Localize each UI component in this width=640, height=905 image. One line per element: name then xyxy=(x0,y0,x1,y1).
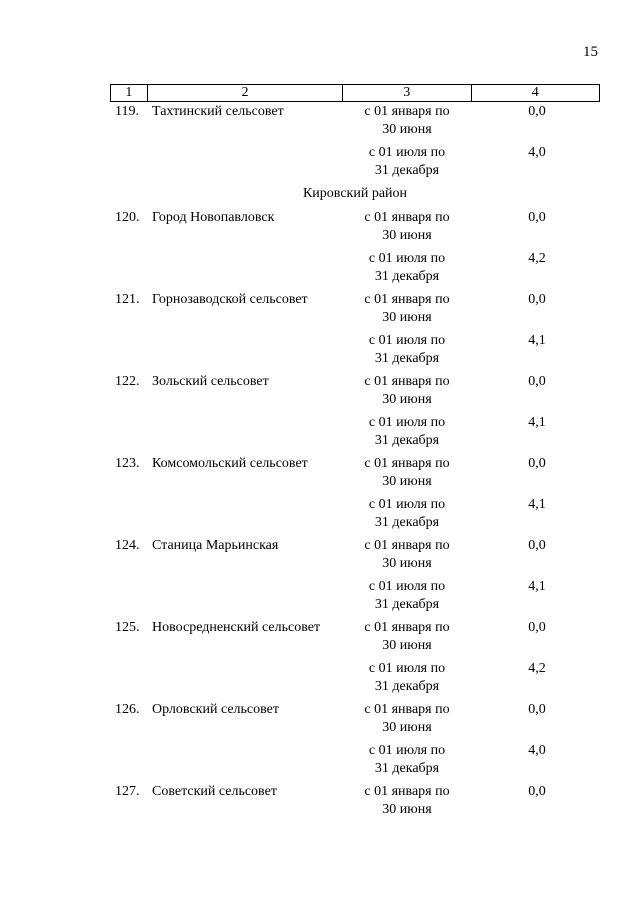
period-cell xyxy=(342,537,472,573)
settlement-name: Горнозаводской сельсовет xyxy=(152,292,308,307)
period-cell xyxy=(342,660,472,696)
settlement-name: Комсомольский сельсовет xyxy=(152,456,308,471)
row-number: 121. xyxy=(115,292,140,307)
row-number: 120. xyxy=(115,210,140,225)
value-cell: 4,0 xyxy=(528,145,546,160)
period-line-1: с 01 января по xyxy=(364,784,450,799)
table-row xyxy=(0,537,640,578)
settlement-name: Тахтинский сельсовет xyxy=(152,104,284,119)
table-row xyxy=(0,660,640,701)
table-row xyxy=(0,742,640,783)
value-cell: 4,1 xyxy=(528,333,546,348)
period-line-2: 31 декабря xyxy=(374,163,440,178)
period-cell xyxy=(342,701,472,737)
value-cell: 0,0 xyxy=(528,538,546,553)
period-line-1: с 01 июля по xyxy=(368,333,446,348)
period-cell xyxy=(342,291,472,327)
period-line-2: 31 декабря xyxy=(374,679,440,694)
value-cell: 4,2 xyxy=(528,251,546,266)
period-cell xyxy=(342,332,472,368)
period-cell xyxy=(342,783,472,819)
table-row xyxy=(0,783,640,824)
value-cell: 0,0 xyxy=(528,292,546,307)
period-line-1: с 01 июля по xyxy=(368,415,446,430)
value-cell: 4,1 xyxy=(528,497,546,512)
period-line-2: 30 июня xyxy=(382,122,432,137)
period-cell xyxy=(342,742,472,778)
period-cell xyxy=(342,144,472,180)
period-cell xyxy=(342,496,472,532)
value-cell: 0,0 xyxy=(528,374,546,389)
period-cell xyxy=(342,578,472,614)
value-cell: 0,0 xyxy=(528,210,546,225)
district-heading: Кировский район xyxy=(302,186,408,201)
period-line-1: с 01 января по xyxy=(364,702,450,717)
period-line-2: 31 декабря xyxy=(374,597,440,612)
settlement-name: Новосредненский сельсовет xyxy=(152,620,321,635)
row-number: 122. xyxy=(115,374,140,389)
period-line-2: 30 июня xyxy=(382,228,432,243)
row-number: 126. xyxy=(115,702,140,717)
settlement-name: Город Новопавловск xyxy=(152,210,275,225)
value-cell: 4,2 xyxy=(528,661,546,676)
settlement-name: Станица Марьинская xyxy=(152,538,279,553)
table-header xyxy=(110,84,600,102)
period-line-2: 30 июня xyxy=(382,474,432,489)
period-line-2: 30 июня xyxy=(382,556,432,571)
table-row xyxy=(0,619,640,660)
period-line-2: 31 декабря xyxy=(374,351,440,366)
period-line-2: 31 декабря xyxy=(374,269,440,284)
period-line-2: 30 июня xyxy=(382,802,432,817)
value-cell: 0,0 xyxy=(528,456,546,471)
period-line-2: 31 декабря xyxy=(374,761,440,776)
table-row xyxy=(0,291,640,332)
header-cell-2: 2 xyxy=(148,85,343,101)
period-cell xyxy=(342,373,472,409)
period-line-1: с 01 июля по xyxy=(368,579,446,594)
value-cell: 4,1 xyxy=(528,415,546,430)
period-cell xyxy=(342,455,472,491)
row-number: 127. xyxy=(115,784,140,799)
period-line-2: 30 июня xyxy=(382,638,432,653)
period-cell xyxy=(342,209,472,245)
period-cell xyxy=(342,414,472,450)
value-cell: 0,0 xyxy=(528,620,546,635)
value-cell: 4,0 xyxy=(528,743,546,758)
settlement-name: Советский сельсовет xyxy=(152,784,277,799)
period-line-1: с 01 июля по xyxy=(368,251,446,266)
period-line-2: 30 июня xyxy=(382,392,432,407)
period-line-1: с 01 июля по xyxy=(368,743,446,758)
period-line-1: с 01 января по xyxy=(364,538,450,553)
value-cell: 0,0 xyxy=(528,784,546,799)
row-number: 123. xyxy=(115,456,140,471)
period-line-2: 31 декабря xyxy=(374,433,440,448)
table-body xyxy=(0,103,640,824)
table-row xyxy=(0,496,640,537)
row-number: 119. xyxy=(115,104,139,119)
header-cell-1: 1 xyxy=(111,85,148,101)
period-line-1: с 01 января по xyxy=(364,374,450,389)
value-cell: 0,0 xyxy=(528,104,546,119)
page-number: 15 xyxy=(583,44,598,60)
table-row xyxy=(0,332,640,373)
value-cell: 0,0 xyxy=(528,702,546,717)
row-number: 124. xyxy=(115,538,140,553)
value-cell: 4,1 xyxy=(528,579,546,594)
table-row xyxy=(0,250,640,291)
period-line-1: с 01 июля по xyxy=(368,497,446,512)
period-cell xyxy=(342,619,472,655)
table-row xyxy=(0,144,640,185)
period-cell xyxy=(342,103,472,139)
table-row xyxy=(0,455,640,496)
table-row xyxy=(0,373,640,414)
table-row xyxy=(0,414,640,455)
settlement-name: Орловский сельсовет xyxy=(152,702,279,717)
period-line-2: 30 июня xyxy=(382,720,432,735)
period-line-1: с 01 января по xyxy=(364,210,450,225)
table-row xyxy=(0,209,640,250)
table-row xyxy=(0,103,640,144)
period-line-1: с 01 января по xyxy=(364,620,450,635)
period-line-1: с 01 января по xyxy=(364,292,450,307)
period-line-2: 31 декабря xyxy=(374,515,440,530)
header-cell-3: 3 xyxy=(343,85,471,101)
period-line-1: с 01 января по xyxy=(364,104,450,119)
period-line-1: с 01 июля по xyxy=(368,145,446,160)
table-row xyxy=(0,701,640,742)
period-line-2: 30 июня xyxy=(382,310,432,325)
row-number: 125. xyxy=(115,620,140,635)
header-cell-4: 4 xyxy=(531,85,539,100)
table-row xyxy=(0,578,640,619)
period-line-1: с 01 июля по xyxy=(368,661,446,676)
period-line-1: с 01 января по xyxy=(364,456,450,471)
period-cell xyxy=(342,250,472,286)
settlement-name: Зольский сельсовет xyxy=(152,374,269,389)
